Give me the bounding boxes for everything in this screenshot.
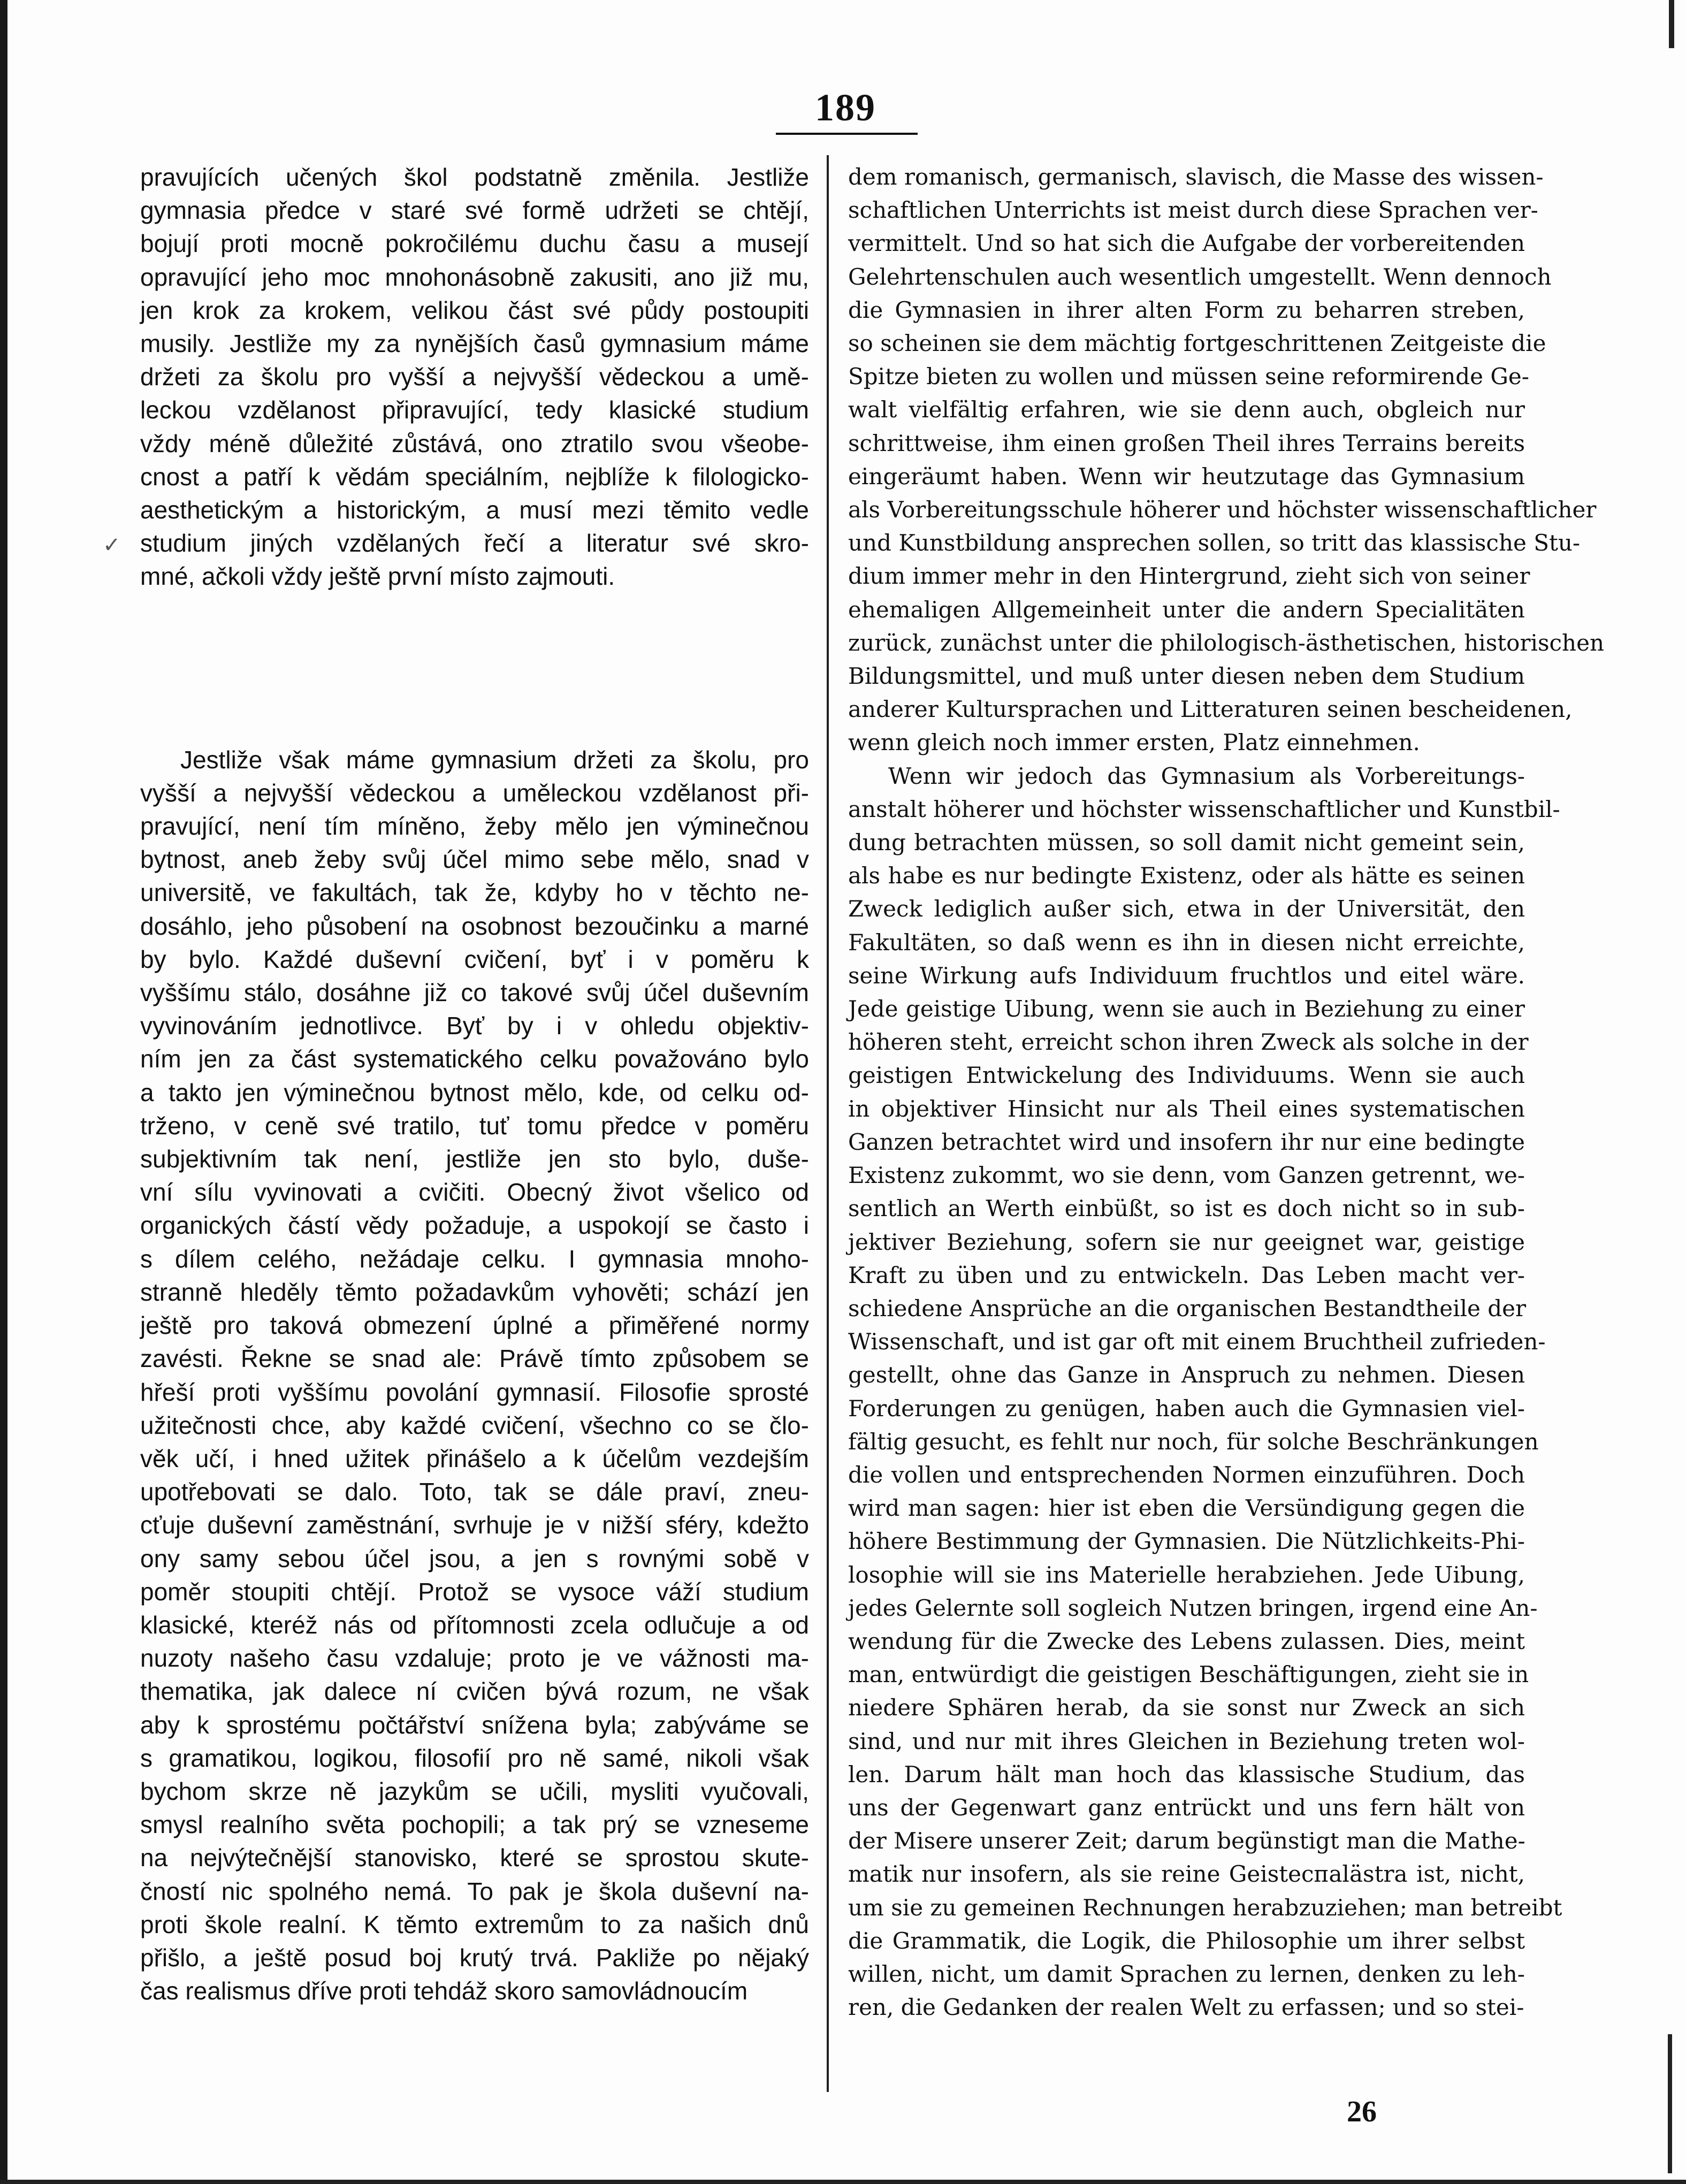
text-line: cťuje duševní zaměstnání, svrhuje je v nižší sféry, kdežto xyxy=(140,1511,809,1539)
text-line: zavésti. Řekne se snad ale: Právě tímto způsobem se xyxy=(140,1345,809,1373)
text-line: poměr stoupiti chtějí. Protož se vysoce váží studium xyxy=(140,1577,809,1606)
text-line: cnost a patří k vědám speciálním, nejblíže k filologicko- xyxy=(140,462,809,491)
text-line: ehemaligen Allgemeinheit unter die andern Specialitäten xyxy=(848,596,1525,623)
text-line: schaftlichen Unterrichts ist meist durch diese Sprachen ver- xyxy=(848,197,1538,224)
text-line: Wissenschaft, und ist gar oft mit einem Bruchtheil zufrieden- xyxy=(848,1328,1546,1355)
text-line: Forderungen zu genügen, haben auch die Gymnasien viel- xyxy=(848,1395,1525,1422)
left-column-czech xyxy=(140,161,809,2007)
text-line: jedes Gelernte soll sogleich Nutzen bringen, irgend eine An- xyxy=(848,1594,1538,1621)
text-line: Wenn wir jedoch das Gymnasium als Vorbereitungs- xyxy=(888,762,1525,789)
text-line: ony samy sebou účel jsou, a jen s rovnými sobě v xyxy=(140,1544,809,1572)
text-line: thematika, jak dalece ní cvičen bývá rozum, ne však xyxy=(140,1677,809,1706)
text-line: přišlo, a ještě posud boj krutý trvá. Pakliže po nějaký xyxy=(140,1943,809,1972)
signature-mark: 26 xyxy=(1347,2095,1377,2128)
text-line: leckou vzdělanost připravující, tedy klasické studium xyxy=(140,396,809,424)
text-line: matik nur insofern, als sie reine Geisteспalästra ist, nicht, xyxy=(848,1861,1525,1888)
text-line: in objektiver Hinsicht nur als Theil eines systematischen xyxy=(848,1095,1525,1122)
text-line: der Misere unserer Zeit; darum begünstigt man die Mathe- xyxy=(848,1828,1525,1854)
text-line: věk učí, i hned užitek přinášelo a k účelům vezdejším xyxy=(140,1444,809,1472)
text-line: s gramatikou, logikou, filosofií pro ně samé, nikoli však xyxy=(140,1744,809,1772)
text-line: Gelehrtenschulen auch wesentlich umgestellt. Wenn dennoch xyxy=(848,263,1552,290)
text-line: und Kunstbildung ansprechen sollen, so tritt das klassische Stu- xyxy=(848,530,1581,556)
text-line: aby k sprostému počtářství snížena byla; zabýváme se xyxy=(140,1710,809,1739)
text-line: užitečnosti chce, aby každé cvičení, všechno co se člo- xyxy=(140,1411,809,1439)
text-line: die Gymnasien in ihrer alten Form zu beharren streben, xyxy=(848,296,1525,323)
text-line: nuzoty našeho času vzdaluje; proto je ve vážnosti ma- xyxy=(140,1644,809,1673)
text-line: sentlich an Werth einbüßt, so ist es doch nicht so in sub- xyxy=(848,1195,1525,1222)
text-line: zurück, zunächst unter die philologisch-ästhetischen, historischen xyxy=(848,629,1604,656)
text-line: pravující, není tím míněno, žeby mělo jen výminečnou xyxy=(140,812,809,841)
text-line: als Vorbereitungsschule höherer und höchster wissenschaftlicher xyxy=(848,497,1597,523)
text-line: universitě, ve fakultách, tak že, kdyby ho v těchto ne- xyxy=(140,879,809,907)
text-line: opravující jeho moc mnohonásobně zakusiti, ano již mu, xyxy=(140,263,809,291)
text-line: gestellt, ohne das Ganze in Anspruch zu nehmen. Diesen xyxy=(848,1362,1525,1388)
left-paragraph-2 xyxy=(140,743,809,2008)
left-paragraph-1 xyxy=(140,161,809,593)
text-line: subjektivním tak není, jestliže jen sto bylo, duše- xyxy=(140,1145,809,1173)
right-column-german xyxy=(848,161,1604,2024)
text-line: geistigen Entwickelung des Individuums. Wenn sie auch xyxy=(848,1062,1525,1089)
text-line: len. Darum hält man hoch das klassische Studium, das xyxy=(848,1761,1525,1788)
text-line: anstalt höherer und höchster wissenschaftlicher und Kunstbil- xyxy=(848,796,1560,822)
text-line: Zweck lediglich außer sich, etwa in der Universität, den xyxy=(848,896,1525,922)
text-line: stranně hleděly těmto požadavkům vyhověti; schází jen xyxy=(140,1278,809,1306)
page-number: 189 xyxy=(815,86,876,129)
text-line: aesthetickým a historickým, a musí mezi těmito vedle xyxy=(140,496,809,524)
text-line: a takto jen výminečnou bytnost mělo, kde, od celku od- xyxy=(140,1078,809,1106)
text-line: vermittelt. Und so hat sich die Aufgabe der vorbereitenden xyxy=(848,230,1525,257)
text-line: wendung für die Zwecke des Lebens zulassen. Dies, meint xyxy=(848,1628,1525,1654)
text-line: schiedene Ansprüche an die organischen Bestandtheile der xyxy=(848,1295,1527,1322)
text-line: s dílem celého, nežádaje celku. I gymnasia mnoho- xyxy=(140,1244,809,1273)
text-line: proti škole realní. K těmto extremům to za našich dnů xyxy=(140,1910,809,1938)
text-line: Bildungsmittel, und muß unter diesen neben dem Studium xyxy=(848,663,1525,690)
text-line: držeti za školu pro vyšší a nejvyšší vědeckou a umě- xyxy=(140,363,809,391)
text-line: losophie will sie ins Materielle herabziehen. Jede Uibung, xyxy=(848,1561,1525,1588)
text-line: dium immer mehr in den Hintergrund, zieht sich von seiner xyxy=(848,563,1530,590)
right-paragraph-2 xyxy=(848,760,1562,2025)
text-line: Jestliže však máme gymnasium držeti za školu, pro xyxy=(180,745,809,774)
text-line: anderer Kultursprachen und Litteraturen seinen bescheidenen, xyxy=(848,696,1573,723)
text-line: smysl realního světa pochopili; a tak prý se vzneseme xyxy=(140,1811,809,1839)
page-number-rule xyxy=(776,133,918,135)
text-line: dem romanisch, germanisch, slavisch, die Masse des wissen- xyxy=(848,164,1544,190)
text-line: ještě pro taková obmezení úplné a přiměřené normy xyxy=(140,1311,809,1340)
text-line: eingeräumt haben. Wenn wir heutzutage das Gymnasium xyxy=(848,463,1525,490)
text-line: vní sílu vyvinovati a cvičiti. Obecný život všelico od xyxy=(140,1178,809,1206)
text-line: Kraft zu üben und zu entwickeln. Das Leben macht ver- xyxy=(848,1262,1525,1288)
text-line: klasické, kteréž nás od přítomnosti zcela odlučuje a od xyxy=(140,1610,809,1639)
text-line: jektiver Beziehung, sofern sie nur geeignet war, geistige xyxy=(848,1228,1525,1255)
text-line: willen, nicht, um damit Sprachen zu lernen, denken zu leh- xyxy=(848,1960,1525,1987)
text-line: studium jiných vzdělaných řečí a literatur své skro- xyxy=(140,529,809,558)
text-line: upotřebovati se dalo. Toto, tak se dále praví, zneu- xyxy=(140,1478,809,1506)
text-line: vyššímu stálo, dosáhne již co takové svůj účel duševním xyxy=(140,979,809,1007)
right-paragraph-1 xyxy=(848,161,1604,760)
text-line: wenn gleich noch immer ersten, Platz einnehmen. xyxy=(848,729,1420,756)
text-line: sind, und nur mit ihres Gleichen in Beziehung treten wol- xyxy=(848,1728,1525,1754)
text-line: ren, die Gedanken der realen Welt zu erfassen; und so stei- xyxy=(848,1994,1524,2021)
text-line: vyvinováním jednotlivce. Byť by i v ohledu objektiv- xyxy=(140,1012,809,1040)
text-line: höheren steht, erreicht schon ihren Zweck als solche in der xyxy=(848,1029,1529,1056)
column-divider xyxy=(827,155,829,2092)
text-line: bytnost, aneb žeby svůj účel mimo sebe mělo, snad v xyxy=(140,845,809,874)
text-line: ním jen za část systematického celku považováno bylo xyxy=(140,1045,809,1073)
text-line: die vollen und entsprechenden Normen einzuführen. Doch xyxy=(848,1461,1525,1488)
text-line: höhere Bestimmung der Gymnasien. Die Nützlichkeits-Phi- xyxy=(848,1528,1525,1555)
text-line: fältig gesucht, es fehlt nur noch, für solche Beschränkungen xyxy=(848,1428,1539,1455)
scan-edge-mark xyxy=(1668,2034,1672,2173)
scan-edge-bottom xyxy=(0,2180,1686,2184)
text-line: walt vielfältig erfahren, wie sie denn auch, obgleich nur xyxy=(848,396,1525,423)
text-line: wird man sagen: hier ist eben die Versündigung gegen die xyxy=(848,1495,1525,1522)
text-line: Ganzen betrachtet wird und insofern ihr nur eine bedingte xyxy=(848,1128,1525,1155)
text-line: vyšší a nejvyšší vědeckou a uměleckou vzdělanost při- xyxy=(140,778,809,807)
text-line: hřeší proti vyššímu povolání gymnasií. Filosofie sprosté xyxy=(140,1378,809,1406)
text-line: Existenz zukommt, wo sie denn, vom Ganzen getrennt, we- xyxy=(848,1162,1525,1189)
text-line: dosáhlo, jeho působení na osobnost bezoučinku a marné xyxy=(140,912,809,940)
text-line: gymnasia předce v staré své formě udržeti se chtějí, xyxy=(140,196,809,225)
text-line: bojují proti mocně pokročilému duchu času a musejí xyxy=(140,230,809,258)
text-line: Fakultäten, so daß wenn es ihn in diesen nicht erreichte, xyxy=(848,929,1525,956)
text-line: čas realismus dříve proti tehdáž skoro samovládnoucím xyxy=(140,1977,748,2005)
text-line: Spitze bieten zu wollen und müssen seine reformirende Ge- xyxy=(848,363,1529,390)
text-line: musily. Jestliže my za nynějších časů gymnasium máme xyxy=(140,330,809,358)
text-line: trženo, v ceně své tratilo, tuť tomu předce v poměru xyxy=(140,1111,809,1140)
text-line: schrittweise, ihm einen großen Theil ihres Terrains bereits xyxy=(848,430,1525,456)
text-line: organických částí vědy požaduje, a uspokojí se často i xyxy=(140,1211,809,1240)
text-line: na nejvýtečnější stanovisko, které se sprostou skute- xyxy=(140,1844,809,1872)
scan-edge-mark xyxy=(1669,0,1674,48)
text-line: als habe es nur bedingte Existenz, oder als hätte es seinen xyxy=(848,862,1525,889)
text-line: bychom skrze ně jazykům se učili, mysliti vyučovali, xyxy=(140,1777,809,1805)
text-line: by bylo. Každé duševní cvičení, byť i v poměru k xyxy=(140,945,809,973)
text-line: jen krok za krokem, velikou část své půdy postoupiti xyxy=(140,296,809,324)
text-line: vždy méně důležité zůstává, ono ztratilo svou všeobe- xyxy=(140,429,809,457)
margin-mark: ✓ xyxy=(103,533,121,557)
text-line: so scheinen sie dem mächtig fortgeschrittenen Zeitgeiste die xyxy=(848,330,1546,357)
text-line: dung betrachten müssen, so soll damit nicht gemeint sein, xyxy=(848,829,1525,856)
text-line: pravujících učených škol podstatně změnila. Jestliže xyxy=(140,163,809,191)
text-line: uns der Gegenwart ganz entrückt und uns fern hält von xyxy=(848,1794,1525,1821)
text-line: niedere Sphären herab, da sie sonst nur Zweck an sich xyxy=(848,1694,1525,1721)
text-line: Jede geistige Uibung, wenn sie auch in Beziehung zu einer xyxy=(848,996,1525,1022)
text-line: čností nic spolného nemá. To pak je škola duševní na- xyxy=(140,1877,809,1905)
text-line: um sie zu gemeinen Rechnungen herabzuziehen; man betreibt xyxy=(848,1894,1562,1921)
text-line: man, entwürdigt die geistigen Beschäftigungen, zieht sie in xyxy=(848,1661,1529,1688)
paragraph-gap xyxy=(140,593,809,743)
text-line: mné, ačkoli vždy ještě první místo zajmouti. xyxy=(140,562,615,591)
scan-edge-left xyxy=(0,0,7,2184)
text-line: seine Wirkung aufs Individuum fruchtlos und eitel wäre. xyxy=(848,962,1525,989)
text-line: die Grammatik, die Logik, die Philosophie um ihrer selbst xyxy=(848,1927,1525,1954)
